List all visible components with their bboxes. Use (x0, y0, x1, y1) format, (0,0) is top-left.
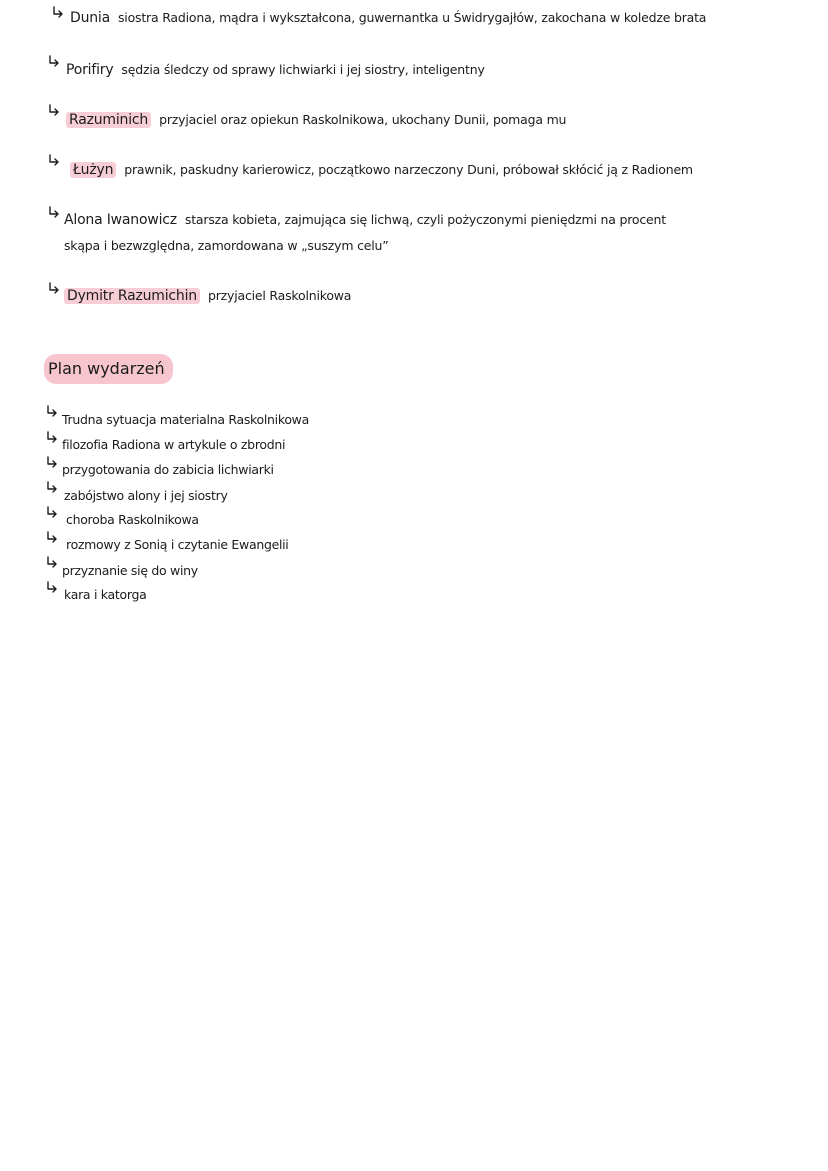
character-entry-luzyn (70, 162, 693, 178)
plan-item: Trudna sytuacja materialna Raskolnikowa (62, 412, 309, 427)
character-description: sędzia śledczy od sprawy lichwiarki i jej siostry, inteligentny (121, 62, 485, 77)
character-description-line-2: skąpa i bezwzględna, zamordowana w „suszym celu” (64, 238, 389, 253)
bullet-arrow-icon (46, 481, 58, 493)
bullet-arrow-icon (46, 506, 58, 518)
plan-item: kara i katorga (64, 587, 147, 602)
character-entry-dunia (70, 10, 706, 26)
character-description: starsza kobieta, zajmująca się lichwą, czyli pożyczonymi pieniędzmi na procent (184, 212, 666, 227)
character-entry-porifiry (66, 62, 485, 78)
bullet-arrow-icon (46, 581, 58, 593)
bullet-arrow-icon (52, 6, 64, 18)
bullet-arrow-icon (46, 456, 58, 468)
character-description: siostra Radiona, mądra i wykształcona, guwernantka u Świdrygajłów, zakochana w koledze brata (118, 10, 707, 25)
section-heading-plan: Plan wydarzeń (44, 354, 173, 384)
character-description: prawnik, paskudny karierowicz, początkowo narzeczony Duni, próbował skłócić ją z Radionem (124, 162, 693, 177)
bullet-arrow-icon (48, 154, 60, 166)
bullet-arrow-icon (46, 405, 58, 417)
character-name: Dymitr Razumichin (64, 288, 200, 304)
bullet-arrow-icon (48, 206, 60, 218)
bullet-arrow-icon (48, 104, 60, 116)
bullet-arrow-icon (46, 556, 58, 568)
bullet-arrow-icon (46, 431, 58, 443)
plan-item: filozofia Radiona w artykule o zbrodni (62, 437, 286, 452)
character-entry-alona (64, 212, 666, 228)
plan-item: przygotowania do zabicia lichwiarki (62, 462, 274, 477)
bullet-arrow-icon (46, 531, 58, 543)
character-entry-dymitr (64, 288, 351, 304)
character-entry-razuminich (66, 112, 566, 128)
plan-item: rozmowy z Sonią i czytanie Ewangelii (66, 537, 289, 552)
bullet-arrow-icon (48, 55, 60, 67)
character-description: przyjaciel Raskolnikowa (207, 288, 352, 303)
character-description-continued (64, 238, 389, 254)
plan-item: przyznanie się do winy (62, 563, 198, 578)
character-name: Razuminich (66, 112, 151, 128)
character-name: Alona Iwanowicz (64, 212, 177, 228)
bullet-arrow-icon (48, 282, 60, 294)
plan-item: choroba Raskolnikowa (66, 512, 199, 527)
character-description: przyjaciel oraz opiekun Raskolnikowa, ukochany Dunii, pomaga mu (159, 112, 567, 127)
character-name: Dunia (70, 10, 110, 26)
character-name: Łużyn (70, 162, 116, 178)
character-name: Porifiry (66, 62, 114, 78)
plan-item: zabójstwo alony i jej siostry (64, 488, 228, 503)
